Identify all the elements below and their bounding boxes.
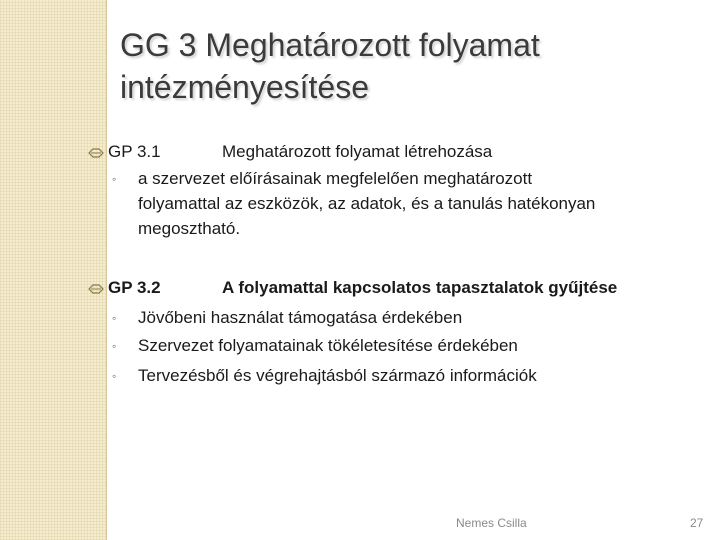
decorative-side-band [0, 0, 106, 540]
sub-item-text: Szervezet folyamatainak tökéletesítése érdekében [138, 336, 518, 355]
sub-item-text: folyamattal az eszközök, az adatok, és a tanulás hatékonyan [138, 194, 596, 213]
sub-item-text: Tervezésből és végrehajtásból származó információk [138, 366, 537, 385]
footer-author: Nemes Csilla [456, 516, 527, 530]
bullet-icon [88, 144, 104, 160]
sub-bullet-marker: ◦ [112, 369, 117, 383]
sub-item [112, 168, 702, 190]
bullet-item-gp-3-2 [0, 277, 720, 299]
sub-item [112, 307, 702, 329]
sub-item-text: megosztható. [138, 219, 241, 238]
gp-title: A folyamattal kapcsolatos tapasztalatok gyűjtése [222, 278, 618, 297]
sub-item [112, 335, 702, 357]
sub-bullet-marker: ◦ [112, 339, 117, 353]
sub-bullet-marker: ◦ [112, 311, 117, 325]
sub-bullet-marker: ◦ [112, 172, 117, 186]
gp-title: Meghatározott folyamat létrehozása [222, 142, 493, 161]
sub-item-text: Jövőbeni használat támogatása érdekében [138, 308, 463, 327]
slide-title [120, 24, 680, 108]
slide-title-line-2: intézményesítése [120, 69, 370, 105]
gp-code: GP 3.1 [108, 142, 161, 161]
sub-item [112, 365, 702, 387]
sub-item-continuation [112, 193, 702, 215]
gp-code: GP 3.2 [108, 278, 161, 297]
bullet-icon [88, 280, 104, 296]
side-divider [106, 0, 107, 540]
slide-title-line-1: GG 3 Meghatározott folyamat [120, 27, 540, 63]
sub-item-continuation [112, 218, 702, 240]
sub-item-text: a szervezet előírásainak megfelelően meghatározott [138, 169, 533, 188]
bullet-item-gp-3-1 [0, 141, 720, 163]
page-number: 27 [690, 516, 704, 530]
